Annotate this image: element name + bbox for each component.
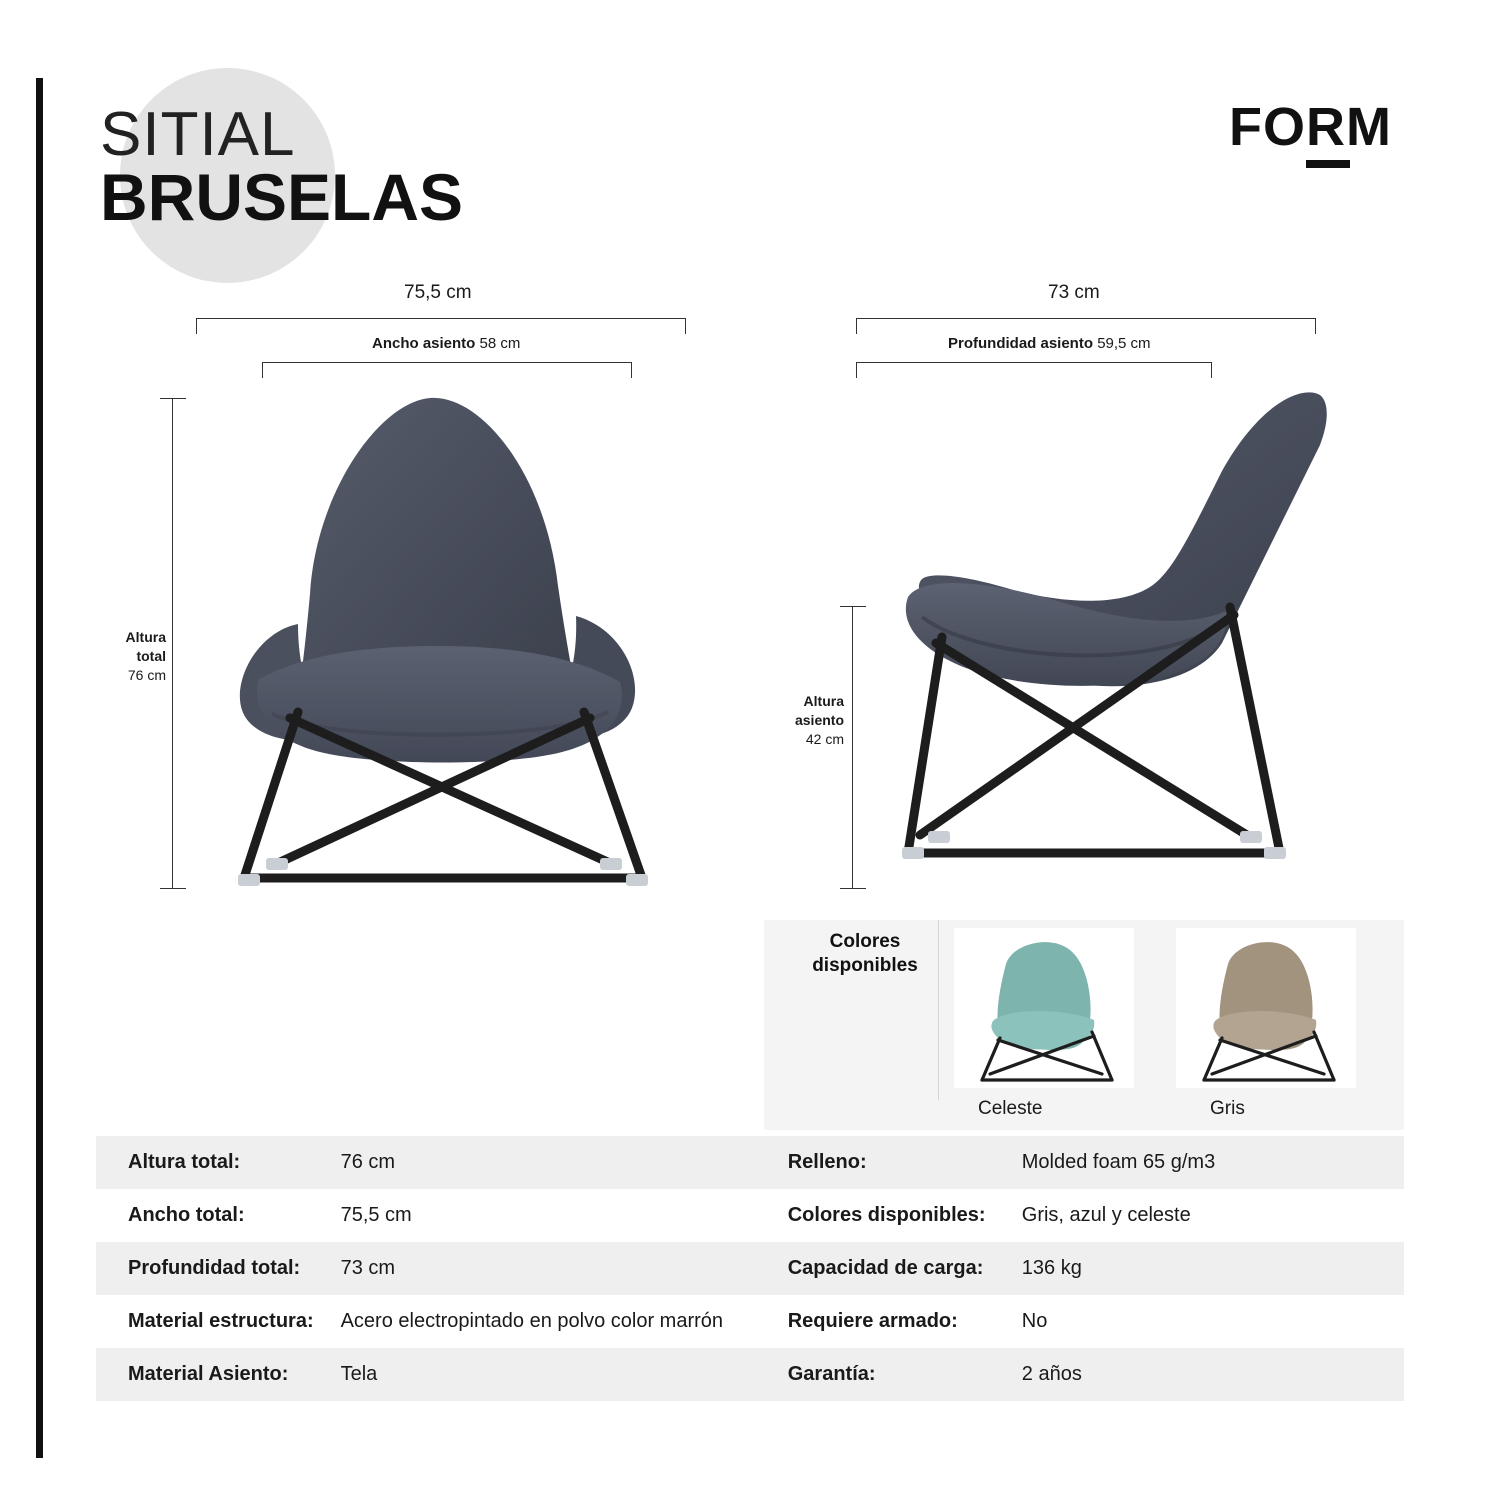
front-seat-width-label-text: Ancho asiento <box>372 335 476 352</box>
front-total-width-label: 75,5 cm <box>404 282 472 303</box>
spec-value-material-estructura: Acero electropintado en polvo color marrón <box>340 1310 724 1332</box>
left-accent-bar <box>36 78 43 1458</box>
front-total-height-label <box>90 628 166 685</box>
front-seat-width-label <box>372 335 520 352</box>
spec-label-requiere-armado: Requiere armado: <box>787 1310 958 1332</box>
side-seat-depth-label-text: Profundidad asiento <box>948 335 1094 352</box>
side-seat-height-value: 42 cm <box>805 730 844 747</box>
spec-label-ancho-total: Ancho total: <box>128 1204 245 1226</box>
front-total-height-value: 76 cm <box>127 666 166 683</box>
spec-value-altura-total: 76 cm <box>340 1151 396 1173</box>
available-colors-title-line2: disponibles <box>812 954 918 976</box>
side-total-depth-label: 73 cm <box>1048 282 1100 303</box>
page-subtitle: SITIAL <box>100 100 296 169</box>
side-seat-height-label-line1: Altura <box>803 693 844 709</box>
front-total-width-tick-left <box>196 318 197 334</box>
brand-underline-decoration <box>1306 160 1350 168</box>
spec-value-capacidad-carga: 136 kg <box>1021 1257 1082 1279</box>
color-swatch-celeste-label: Celeste <box>978 1098 1043 1119</box>
page-title: BRUSELAS <box>100 160 464 234</box>
brand-logo: FORM <box>1229 97 1392 157</box>
spec-label-relleno: Relleno: <box>787 1151 867 1173</box>
specifications-table <box>96 1136 1404 1401</box>
color-swatch-celeste[interactable] <box>954 928 1134 1088</box>
front-total-height-label-line2: total <box>136 647 166 664</box>
front-seat-width-tick-left <box>262 362 263 378</box>
front-seat-width-line <box>262 362 632 363</box>
available-colors-title-line1: Colores <box>829 931 901 952</box>
table-row <box>96 1348 1404 1401</box>
spec-value-material-asiento: Tela <box>340 1363 378 1385</box>
front-total-height-line <box>172 398 173 888</box>
front-seat-width-tick-right <box>631 362 632 378</box>
side-seat-height-label <box>768 692 844 749</box>
spec-label-garantia: Garantía: <box>787 1363 876 1385</box>
front-total-height-label-line1: Altura <box>125 629 166 645</box>
spec-value-garantia: 2 años <box>1021 1363 1082 1385</box>
front-seat-width-value: 58 cm <box>479 335 521 352</box>
spec-value-colores-disponibles: Gris, azul y celeste <box>1021 1204 1191 1226</box>
color-swatch-gris-label: Gris <box>1210 1098 1245 1119</box>
table-row <box>96 1136 1404 1189</box>
spec-value-relleno: Molded foam 65 g/m3 <box>1021 1151 1216 1173</box>
side-seat-depth-value: 59,5 cm <box>1097 335 1151 352</box>
spec-value-ancho-total: 75,5 cm <box>340 1204 412 1226</box>
front-total-width-tick-right <box>685 318 686 334</box>
chair-front-view-image <box>180 380 700 900</box>
spec-label-material-asiento: Material Asiento: <box>128 1363 289 1385</box>
spec-value-profundidad-total: 73 cm <box>340 1257 396 1279</box>
spec-label-material-estructura: Material estructura: <box>128 1310 314 1332</box>
front-total-width-line <box>196 318 686 319</box>
side-total-depth-tick-right <box>1315 318 1316 334</box>
side-seat-depth-label <box>948 335 1151 352</box>
spec-label-altura-total: Altura total: <box>128 1151 241 1173</box>
side-total-depth-tick-left <box>856 318 857 334</box>
table-row <box>96 1189 1404 1242</box>
spec-value-requiere-armado: No <box>1021 1310 1048 1332</box>
side-total-depth-line <box>856 318 1316 319</box>
spec-label-profundidad-total: Profundidad total: <box>128 1257 301 1279</box>
spec-label-colores-disponibles: Colores disponibles: <box>787 1204 986 1226</box>
side-seat-depth-line <box>856 362 1212 363</box>
available-colors-title <box>790 930 940 978</box>
available-colors-divider <box>938 920 939 1100</box>
color-swatch-gris[interactable] <box>1176 928 1356 1088</box>
chair-side-view-image <box>850 375 1350 900</box>
side-seat-height-label-line2: asiento <box>794 711 844 728</box>
table-row <box>96 1295 1404 1348</box>
table-row <box>96 1242 1404 1295</box>
spec-label-capacidad-carga: Capacidad de carga: <box>787 1257 984 1279</box>
